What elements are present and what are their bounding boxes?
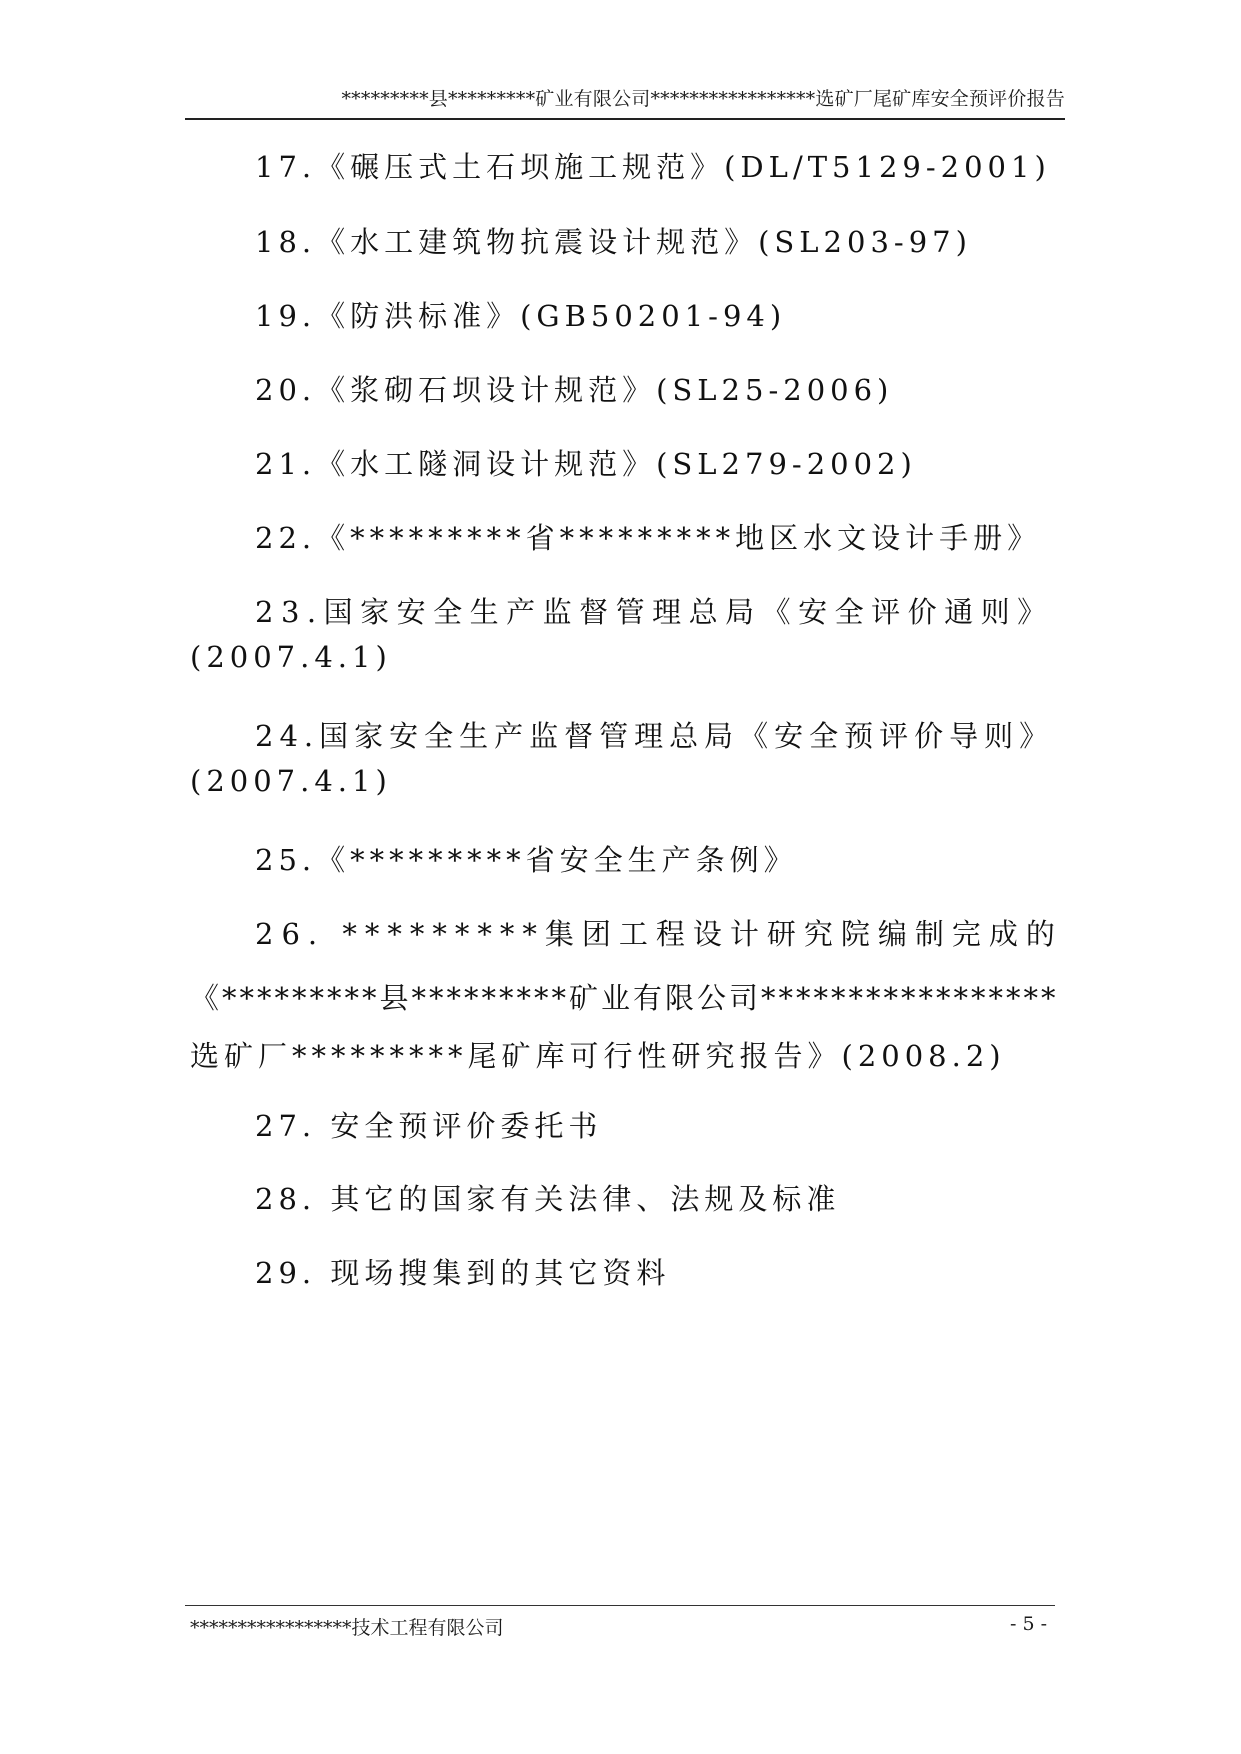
reference-item-18: 18.《水工建筑物抗震设计规范》(SL203-97) <box>255 225 972 259</box>
reference-item-20: 20.《浆砌石坝设计规范》(SL25-2006) <box>255 373 894 407</box>
footer-company: *****************技术工程有限公司 <box>190 1617 504 1639</box>
reference-item-19: 19.《防洪标准》(GB50201-94) <box>255 299 787 333</box>
reference-item-28: 28. 其它的国家有关法律、法规及标准 <box>255 1182 841 1216</box>
reference-item-24-date: (2007.4.1) <box>190 764 392 798</box>
page-number: - 5 - <box>1010 1613 1048 1635</box>
reference-item-27: 27. 安全预评价委托书 <box>255 1109 603 1143</box>
reference-item-17: 17.《碾压式土石坝施工规范》(DL/T5129-2001) <box>255 150 1051 184</box>
header-divider <box>185 118 1065 120</box>
reference-item-24: 24.国家安全生产监督管理总局《安全预评价导则》 <box>255 719 1055 753</box>
reference-item-21: 21.《水工隧洞设计规范》(SL279-2002) <box>255 447 917 481</box>
page-header-title: *********县*********矿业有限公司*****************选矿厂尾矿库安全预评价报告 <box>341 88 1065 110</box>
reference-item-26-line3: 选矿厂*********尾矿库可行性研究报告》(2008.2) <box>190 1039 1006 1073</box>
reference-item-23-date: (2007.4.1) <box>190 640 392 674</box>
reference-item-22: 22.《*********省*********地区水文设计手册》 <box>255 521 1042 555</box>
reference-item-23: 23.国家安全生产监督管理总局《安全评价通则》 <box>255 595 1054 629</box>
footer-divider <box>185 1605 1055 1606</box>
reference-item-26: 26. *********集团工程设计研究院编制完成的 <box>255 917 1063 951</box>
reference-item-26-line2: 《*********县*********矿业有限公司***************** <box>190 981 1059 1015</box>
reference-item-29: 29. 现场搜集到的其它资料 <box>255 1256 671 1290</box>
reference-item-25: 25.《*********省安全生产条例》 <box>255 843 798 877</box>
